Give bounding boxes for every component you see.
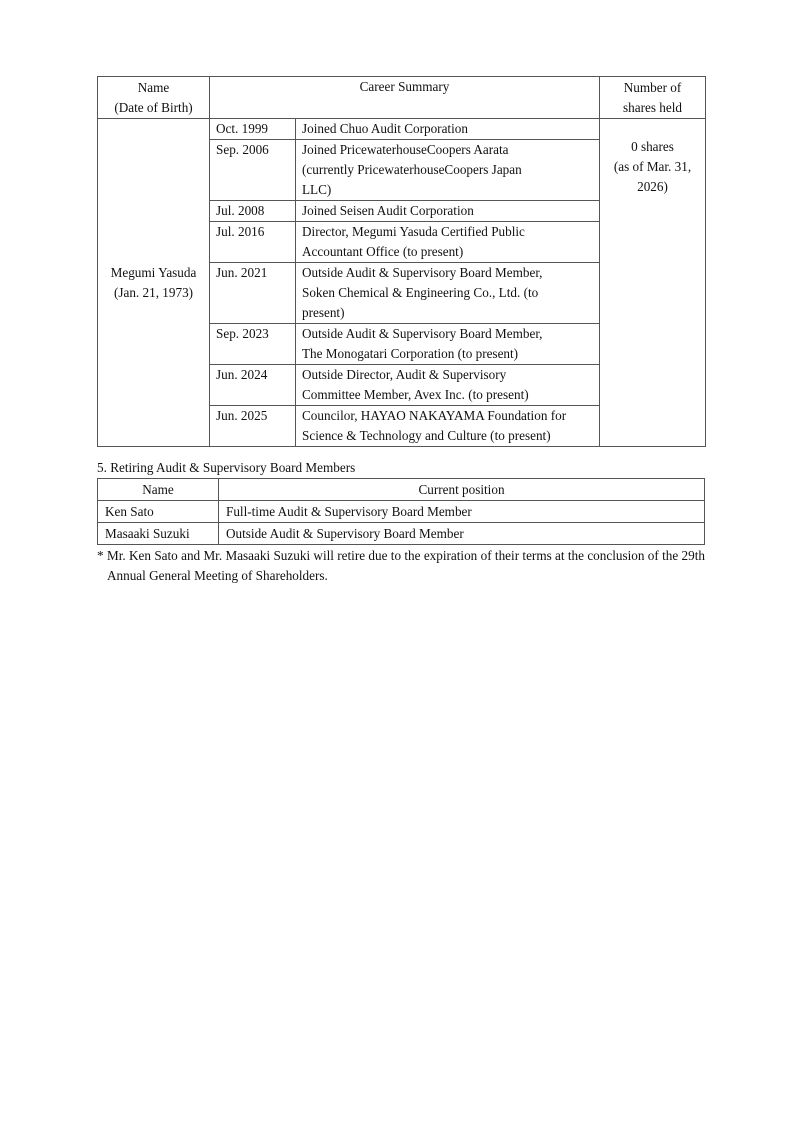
career-description xyxy=(296,119,600,140)
retiring-member-position: Outside Audit & Supervisory Board Member xyxy=(219,523,705,545)
table-row xyxy=(98,523,705,545)
career-description xyxy=(296,263,600,324)
footnote-asterisk: * xyxy=(97,548,104,563)
table-row xyxy=(98,501,705,523)
career-line: Outside Audit & Supervisory Board Member, xyxy=(302,265,543,280)
candidate-name: Megumi Yasuda xyxy=(110,264,197,280)
shares-as-of: (as of Mar. 31, xyxy=(613,159,692,174)
career-date: Jul. 2008 xyxy=(210,201,296,222)
career-date: Jun. 2021 xyxy=(210,263,296,324)
career-table-header-row xyxy=(98,77,706,119)
career-line: Joined Chuo Audit Corporation xyxy=(302,121,468,136)
shares-header-line1: Number of xyxy=(623,79,682,95)
career-date: Oct. 1999 xyxy=(210,119,296,140)
career-line: Outside Audit & Supervisory Board Member, xyxy=(302,326,543,341)
career-line: Councilor, HAYAO NAKAYAMA Foundation for xyxy=(302,408,567,423)
career-row xyxy=(98,119,706,140)
career-line: LLC) xyxy=(302,182,332,197)
career-summary-table xyxy=(97,76,706,447)
career-description xyxy=(296,406,600,447)
career-line: Soken Chemical & Engineering Co., Ltd. (to xyxy=(302,285,539,300)
retiring-member-name: Masaaki Suzuki xyxy=(98,523,219,545)
career-date: Sep. 2023 xyxy=(210,324,296,365)
dob-header-label: (Date of Birth) xyxy=(114,99,193,115)
shares-header-line2: shares held xyxy=(623,99,682,115)
shares-held-cell xyxy=(600,119,706,447)
retiring-members-heading: 5. Retiring Audit & Supervisory Board Members xyxy=(97,460,356,475)
career-date: Sep. 2006 xyxy=(210,140,296,201)
career-description xyxy=(296,365,600,406)
career-line: Science & Technology and Culture (to present) xyxy=(302,428,551,443)
retiring-member-name: Ken Sato xyxy=(98,501,219,523)
career-line: Committee Member, Avex Inc. (to present) xyxy=(302,387,529,402)
career-line: Accountant Office (to present) xyxy=(302,244,464,259)
name-header-label: Name xyxy=(137,79,170,95)
career-line: The Monogatari Corporation (to present) xyxy=(302,346,519,361)
retirement-footnote xyxy=(97,546,705,586)
career-description xyxy=(296,222,600,263)
career-date: Jun. 2024 xyxy=(210,365,296,406)
candidate-dob: (Jan. 21, 1973) xyxy=(113,284,194,300)
career-line: Joined Seisen Audit Corporation xyxy=(302,203,474,218)
shares-count: 0 shares xyxy=(631,139,674,154)
career-description xyxy=(296,324,600,365)
retiring-name-header: Name xyxy=(98,479,219,501)
career-line: (currently PricewaterhouseCoopers Japan xyxy=(302,162,522,177)
name-dob-header xyxy=(98,77,210,119)
career-line: Outside Director, Audit & Supervisory xyxy=(302,367,507,382)
candidate-cell xyxy=(98,119,210,447)
retiring-members-table xyxy=(97,478,705,545)
career-date: Jun. 2025 xyxy=(210,406,296,447)
career-description xyxy=(296,140,600,201)
footnote-text: Mr. Ken Sato and Mr. Masaaki Suzuki will retire due to the expiration of their terms at the conclusion of the 29th Annual General Meeting of Shareholders. xyxy=(107,548,705,583)
career-date: Jul. 2016 xyxy=(210,222,296,263)
career-line: Joined PricewaterhouseCoopers Aarata xyxy=(302,142,509,157)
career-summary-header: Career Summary xyxy=(210,77,600,119)
retiring-table-header-row xyxy=(98,479,705,501)
retiring-member-position: Full-time Audit & Supervisory Board Member xyxy=(219,501,705,523)
career-line: present) xyxy=(302,305,345,320)
shares-as-of-year: 2026) xyxy=(637,179,668,194)
career-description xyxy=(296,201,600,222)
career-line: Director, Megumi Yasuda Certified Public xyxy=(302,224,525,239)
shares-held-header xyxy=(600,77,706,119)
retiring-position-header: Current position xyxy=(219,479,705,501)
